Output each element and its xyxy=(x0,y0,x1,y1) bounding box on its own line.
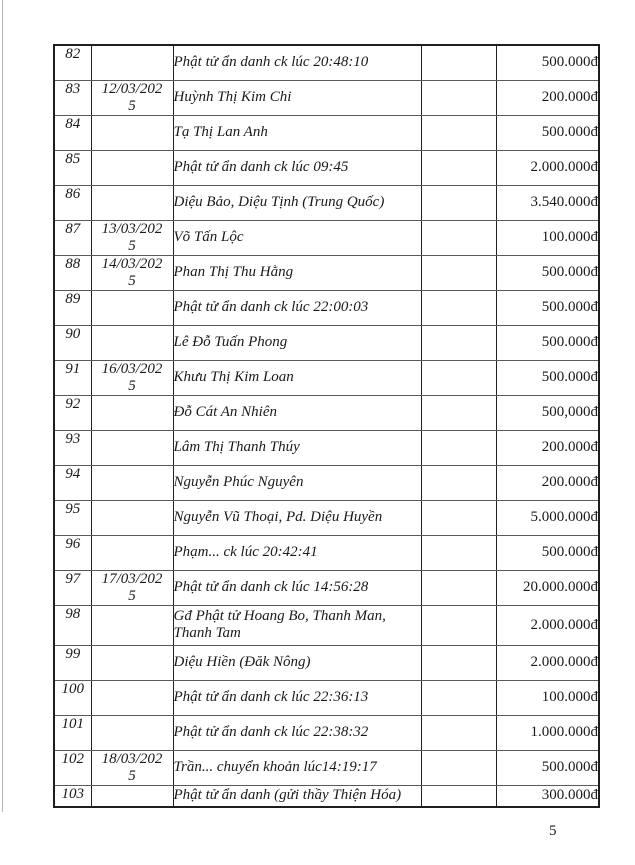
row-date xyxy=(91,465,173,500)
row-date-text: 16/03/2025 xyxy=(101,360,163,394)
table-row xyxy=(54,680,599,715)
row-date xyxy=(91,605,173,645)
row-date xyxy=(91,715,173,750)
row-date xyxy=(91,80,173,115)
empty-cell xyxy=(421,785,496,807)
row-number: 88 xyxy=(54,255,91,290)
amount-cell: 5.000.000đ xyxy=(496,500,599,535)
row-date xyxy=(91,430,173,465)
table-row xyxy=(54,325,599,360)
row-number: 98 xyxy=(54,605,91,645)
table-row xyxy=(54,290,599,325)
empty-cell xyxy=(421,220,496,255)
empty-cell xyxy=(421,290,496,325)
row-number: 85 xyxy=(54,150,91,185)
empty-cell xyxy=(421,750,496,785)
empty-cell xyxy=(421,185,496,220)
donor-name: Phật tử ẩn danh ck lúc 09:45 xyxy=(173,150,421,185)
amount-cell: 300.000đ xyxy=(496,785,599,807)
amount-cell: 500.000đ xyxy=(496,325,599,360)
row-date xyxy=(91,220,173,255)
row-number: 97 xyxy=(54,570,91,605)
row-number: 101 xyxy=(54,715,91,750)
amount-cell: 1.000.000đ xyxy=(496,715,599,750)
row-number: 100 xyxy=(54,680,91,715)
donor-name: Lê Đỗ Tuấn Phong xyxy=(173,325,421,360)
row-date xyxy=(91,115,173,150)
donation-table-body xyxy=(54,45,599,807)
row-number: 95 xyxy=(54,500,91,535)
row-date xyxy=(91,290,173,325)
table-row xyxy=(54,115,599,150)
table-row xyxy=(54,80,599,115)
row-date xyxy=(91,360,173,395)
amount-cell: 500.000đ xyxy=(496,535,599,570)
empty-cell xyxy=(421,150,496,185)
donor-name: Phật tử ẩn danh ck lúc 22:38:32 xyxy=(173,715,421,750)
amount-cell: 2.000.000đ xyxy=(496,150,599,185)
donor-name: Diệu Bảo, Diệu Tịnh (Trung Quốc) xyxy=(173,185,421,220)
amount-cell: 100.000đ xyxy=(496,220,599,255)
amount-cell: 100.000đ xyxy=(496,680,599,715)
row-date-text: 13/03/2025 xyxy=(101,220,163,254)
row-date xyxy=(91,150,173,185)
row-date xyxy=(91,255,173,290)
table-row xyxy=(54,750,599,785)
row-date-text: 18/03/2025 xyxy=(101,750,163,784)
row-number: 92 xyxy=(54,395,91,430)
empty-cell xyxy=(421,605,496,645)
donor-name: Võ Tấn Lộc xyxy=(173,220,421,255)
amount-cell: 500.000đ xyxy=(496,290,599,325)
row-date xyxy=(91,185,173,220)
table-row xyxy=(54,185,599,220)
table-row xyxy=(54,360,599,395)
donor-name: Lâm Thị Thanh Thúy xyxy=(173,430,421,465)
amount-cell: 500.000đ xyxy=(496,750,599,785)
empty-cell xyxy=(421,570,496,605)
amount-cell: 2.000.000đ xyxy=(496,605,599,645)
row-number: 86 xyxy=(54,185,91,220)
table-row xyxy=(54,45,599,80)
empty-cell xyxy=(421,430,496,465)
row-date-text: 12/03/2025 xyxy=(101,80,163,114)
donor-name: Đỗ Cát An Nhiên xyxy=(173,395,421,430)
empty-cell xyxy=(421,255,496,290)
donor-name: Gđ Phật tử Hoang Bo, Thanh Man, Thanh Tam xyxy=(173,605,421,645)
donor-name: Diệu Hiền (Đăk Nông) xyxy=(173,645,421,680)
row-number: 91 xyxy=(54,360,91,395)
row-date xyxy=(91,645,173,680)
donor-name: Phật tử ẩn danh ck lúc 20:48:10 xyxy=(173,45,421,80)
amount-cell: 2.000.000đ xyxy=(496,645,599,680)
donor-name: Phạm... ck lúc 20:42:41 xyxy=(173,535,421,570)
row-date xyxy=(91,535,173,570)
amount-cell: 500.000đ xyxy=(496,115,599,150)
empty-cell xyxy=(421,465,496,500)
amount-cell: 500.000đ xyxy=(496,255,599,290)
amount-cell: 200.000đ xyxy=(496,80,599,115)
donor-name: Khưu Thị Kim Loan xyxy=(173,360,421,395)
empty-cell xyxy=(421,715,496,750)
row-date xyxy=(91,785,173,807)
empty-cell xyxy=(421,325,496,360)
row-date xyxy=(91,750,173,785)
row-number: 89 xyxy=(54,290,91,325)
page-edge-artifact xyxy=(2,0,3,812)
amount-cell: 500.000đ xyxy=(496,360,599,395)
row-number: 94 xyxy=(54,465,91,500)
donor-name: Phật tử ẩn danh (gửi thầy Thiện Hóa) xyxy=(173,785,421,807)
row-date xyxy=(91,500,173,535)
amount-cell: 200.000đ xyxy=(496,430,599,465)
row-date xyxy=(91,45,173,80)
donor-name: Phật tử ẩn danh ck lúc 22:36:13 xyxy=(173,680,421,715)
donor-name: Tạ Thị Lan Anh xyxy=(173,115,421,150)
table-row xyxy=(54,715,599,750)
donor-name: Phật tử ẩn danh ck lúc 22:00:03 xyxy=(173,290,421,325)
table-row xyxy=(54,220,599,255)
donor-name: Phan Thị Thu Hằng xyxy=(173,255,421,290)
row-number: 90 xyxy=(54,325,91,360)
amount-cell: 200.000đ xyxy=(496,465,599,500)
donor-name: Trần... chuyển khoản lúc14:19:17 xyxy=(173,750,421,785)
row-number: 103 xyxy=(54,785,91,807)
row-date-text: 14/03/2025 xyxy=(101,255,163,289)
row-number: 83 xyxy=(54,80,91,115)
row-date xyxy=(91,570,173,605)
empty-cell xyxy=(421,115,496,150)
table-row xyxy=(54,150,599,185)
donor-name: Nguyễn Vũ Thoại, Pd. Diệu Huyền xyxy=(173,500,421,535)
amount-cell: 20.000.000đ xyxy=(496,570,599,605)
empty-cell xyxy=(421,500,496,535)
empty-cell xyxy=(421,680,496,715)
table-row xyxy=(54,570,599,605)
table-row xyxy=(54,535,599,570)
table-row xyxy=(54,255,599,290)
donor-name: Phật tử ẩn danh ck lúc 14:56:28 xyxy=(173,570,421,605)
table-row xyxy=(54,645,599,680)
row-date xyxy=(91,395,173,430)
empty-cell xyxy=(421,45,496,80)
row-number: 87 xyxy=(54,220,91,255)
row-number: 93 xyxy=(54,430,91,465)
row-number: 96 xyxy=(54,535,91,570)
amount-cell: 3.540.000đ xyxy=(496,185,599,220)
row-number: 99 xyxy=(54,645,91,680)
table-row xyxy=(54,500,599,535)
table-row xyxy=(54,395,599,430)
donor-name: Huỳnh Thị Kim Chi xyxy=(173,80,421,115)
row-date xyxy=(91,680,173,715)
table-row xyxy=(54,465,599,500)
amount-cell: 500,000đ xyxy=(496,395,599,430)
empty-cell xyxy=(421,535,496,570)
empty-cell xyxy=(421,395,496,430)
empty-cell xyxy=(421,645,496,680)
row-number: 82 xyxy=(54,45,91,80)
empty-cell xyxy=(421,360,496,395)
row-date xyxy=(91,325,173,360)
row-number: 102 xyxy=(54,750,91,785)
table-row xyxy=(54,430,599,465)
table-row xyxy=(54,605,599,645)
row-date-text: 17/03/2025 xyxy=(101,570,163,604)
donation-table xyxy=(53,44,600,808)
donor-name: Nguyễn Phúc Nguyên xyxy=(173,465,421,500)
empty-cell xyxy=(421,80,496,115)
table-row xyxy=(54,785,599,807)
row-number: 84 xyxy=(54,115,91,150)
page-number: 5 xyxy=(549,823,557,839)
amount-cell: 500.000đ xyxy=(496,45,599,80)
